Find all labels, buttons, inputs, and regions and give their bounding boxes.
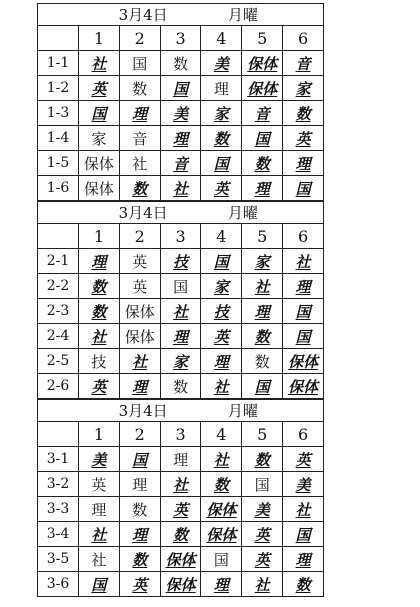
class-row [38, 274, 324, 299]
subject-cell-changed [201, 151, 242, 176]
subject-cell [119, 151, 160, 176]
subject-name: 英 [213, 179, 229, 198]
subject-name: 国 [91, 104, 107, 123]
subject-cell-changed [283, 522, 324, 547]
subject-cell-changed [201, 522, 242, 547]
subject-cell-changed [119, 522, 160, 547]
subject-cell-changed [283, 274, 324, 299]
subject-cell-changed [201, 126, 242, 151]
date-header [38, 4, 324, 26]
subject-cell [79, 151, 120, 176]
class-row [38, 349, 324, 374]
subject-cell-changed [201, 51, 242, 76]
class-label: 2-3 [38, 299, 79, 324]
timetable-grade-2 [37, 201, 324, 399]
subject-cell [79, 349, 120, 374]
subject-cell [119, 76, 160, 101]
subject-name: 社 [295, 500, 311, 519]
subject-name: 理 [132, 104, 148, 123]
subject-name: 技 [173, 252, 189, 271]
period-number: 5 [242, 26, 283, 51]
subject-cell [119, 472, 160, 497]
subject-cell-changed [283, 472, 324, 497]
class-label: 2-2 [38, 274, 79, 299]
subject-name: 国 [295, 179, 311, 198]
subject-name: 数 [91, 277, 107, 296]
subject-name: 保体 [206, 525, 237, 544]
subject-name: 数 [254, 154, 270, 173]
period-number: 3 [160, 26, 201, 51]
subject-name: 英 [132, 277, 148, 296]
weekday-label: 月曜 [227, 402, 258, 420]
subject-name: 社 [91, 525, 107, 544]
period-number: 6 [283, 422, 324, 447]
subject-cell-changed [283, 51, 324, 76]
subject-name: 保体 [83, 154, 114, 173]
subject-cell [160, 274, 201, 299]
subject-cell-changed [242, 176, 283, 201]
class-row [38, 126, 324, 151]
subject-cell-changed [79, 51, 120, 76]
subject-cell-changed [201, 249, 242, 274]
subject-name: 美 [295, 475, 311, 494]
subject-name: 英 [295, 129, 311, 148]
class-label: 1-6 [38, 176, 79, 201]
subject-name: 国 [254, 377, 270, 396]
subject-cell [242, 472, 283, 497]
subject-name: 国 [254, 129, 270, 148]
subject-cell-changed [79, 447, 120, 472]
subject-cell-changed [242, 497, 283, 522]
subject-name: 社 [91, 54, 107, 73]
subject-name: 数 [254, 450, 270, 469]
subject-cell-changed [283, 324, 324, 349]
class-row [38, 547, 324, 572]
subject-cell-changed [160, 324, 201, 349]
subject-cell-changed [201, 299, 242, 324]
subject-name: 数 [173, 377, 189, 396]
subject-cell-changed [242, 522, 283, 547]
subject-name: 数 [132, 550, 148, 569]
class-row [38, 101, 324, 126]
subject-name: 美 [213, 54, 229, 73]
period-header-row [38, 422, 324, 447]
class-label: 1-5 [38, 151, 79, 176]
subject-name: 数 [295, 575, 311, 594]
subject-cell-changed [201, 324, 242, 349]
period-number: 5 [242, 224, 283, 249]
subject-name: 数 [132, 179, 148, 198]
subject-cell-changed [242, 572, 283, 597]
subject-cell-changed [119, 101, 160, 126]
subject-name: 社 [91, 550, 107, 569]
subject-cell-changed [283, 151, 324, 176]
subject-cell-changed [242, 324, 283, 349]
date-header-row [38, 4, 324, 26]
subject-name: 理 [91, 252, 107, 271]
subject-name: 理 [295, 277, 311, 296]
class-row [38, 249, 324, 274]
subject-name: 英 [132, 575, 148, 594]
subject-name: 英 [132, 252, 148, 271]
period-number: 2 [119, 224, 160, 249]
class-label: 1-4 [38, 126, 79, 151]
subject-cell-changed [79, 374, 120, 399]
subject-cell-changed [242, 126, 283, 151]
subject-name: 理 [254, 302, 270, 321]
class-row [38, 324, 324, 349]
subject-name: 社 [254, 277, 270, 296]
subject-cell [79, 472, 120, 497]
subject-name: 理 [132, 525, 148, 544]
class-row [38, 572, 324, 597]
class-row [38, 151, 324, 176]
class-label: 2-5 [38, 349, 79, 374]
subject-name: 保体 [206, 500, 237, 519]
date-label: 3月4日 [118, 6, 168, 24]
subject-cell-changed [283, 547, 324, 572]
subject-name: 数 [173, 54, 189, 73]
subject-name: 国 [213, 252, 229, 271]
subject-cell-changed [79, 274, 120, 299]
subject-name: 音 [295, 54, 311, 73]
subject-cell [79, 176, 120, 201]
period-number: 1 [79, 422, 120, 447]
subject-cell-changed [160, 101, 201, 126]
subject-cell [119, 324, 160, 349]
period-number: 6 [283, 26, 324, 51]
subject-name: 数 [173, 525, 189, 544]
subject-name: 理 [213, 575, 229, 594]
subject-cell-changed [242, 101, 283, 126]
subject-cell-changed [79, 76, 120, 101]
subject-name: 理 [132, 475, 148, 494]
subject-name: 英 [254, 550, 270, 569]
period-number: 3 [160, 422, 201, 447]
class-label: 2-1 [38, 249, 79, 274]
subject-name: 保体 [165, 550, 196, 569]
subject-cell [160, 51, 201, 76]
subject-name: 美 [91, 450, 107, 469]
subject-name: 国 [132, 54, 148, 73]
subject-name: 理 [213, 79, 229, 98]
subject-name: 数 [91, 302, 107, 321]
subject-cell-changed [242, 547, 283, 572]
subject-cell-changed [79, 101, 120, 126]
date-header [38, 400, 324, 422]
subject-cell-changed [242, 274, 283, 299]
subject-name: 国 [132, 450, 148, 469]
period-number: 1 [79, 224, 120, 249]
timetable-grade-1 [37, 3, 324, 201]
period-header-row [38, 224, 324, 249]
subject-cell [79, 497, 120, 522]
subject-cell-changed [242, 151, 283, 176]
subject-cell [79, 547, 120, 572]
timetable-grade-3 [37, 399, 324, 597]
subject-name: 家 [213, 104, 229, 123]
subject-cell-changed [160, 472, 201, 497]
subject-name: 国 [91, 575, 107, 594]
corner-cell [38, 26, 79, 51]
subject-cell-changed [79, 572, 120, 597]
class-row [38, 472, 324, 497]
subject-name: 技 [213, 302, 229, 321]
subject-cell-changed [119, 572, 160, 597]
subject-cell-changed [242, 51, 283, 76]
subject-name: 社 [173, 179, 189, 198]
date-header [38, 202, 324, 224]
subject-name: 英 [173, 500, 189, 519]
subject-cell-changed [283, 497, 324, 522]
subject-name: 美 [254, 500, 270, 519]
subject-name: 保体 [288, 377, 319, 396]
subject-cell-changed [201, 572, 242, 597]
subject-name: 理 [132, 377, 148, 396]
subject-cell [160, 447, 201, 472]
subject-name: 英 [213, 327, 229, 346]
subject-name: 社 [173, 302, 189, 321]
subject-name: 音 [173, 154, 189, 173]
subject-cell-changed [283, 572, 324, 597]
weekday-label: 月曜 [227, 6, 258, 24]
subject-name: 音 [132, 129, 148, 148]
class-label: 2-6 [38, 374, 79, 399]
subject-name: 国 [254, 475, 270, 494]
class-label: 3-1 [38, 447, 79, 472]
class-row [38, 176, 324, 201]
subject-name: 国 [173, 79, 189, 98]
subject-cell-changed [79, 522, 120, 547]
subject-cell-changed [242, 447, 283, 472]
subject-cell-changed [119, 349, 160, 374]
subject-cell-changed [201, 472, 242, 497]
period-number: 3 [160, 224, 201, 249]
subject-name: 数 [132, 79, 148, 98]
class-label: 3-3 [38, 497, 79, 522]
subject-cell-changed [201, 447, 242, 472]
subject-name: 英 [91, 79, 107, 98]
subject-name: 保体 [288, 352, 319, 371]
class-label: 1-3 [38, 101, 79, 126]
subject-name: 理 [173, 450, 189, 469]
class-label: 1-2 [38, 76, 79, 101]
subject-name: 保体 [247, 54, 278, 73]
subject-cell-changed [201, 349, 242, 374]
subject-cell-changed [283, 176, 324, 201]
subject-cell [119, 299, 160, 324]
class-label: 3-5 [38, 547, 79, 572]
subject-name: 国 [295, 327, 311, 346]
subject-cell-changed [283, 249, 324, 274]
subject-name: 音 [254, 104, 270, 123]
subject-name: 家 [91, 129, 107, 148]
subject-name: 保体 [124, 327, 155, 346]
subject-cell [119, 51, 160, 76]
subject-cell [242, 349, 283, 374]
class-row [38, 76, 324, 101]
period-number: 4 [201, 224, 242, 249]
class-label: 1-1 [38, 51, 79, 76]
subject-cell-changed [160, 76, 201, 101]
subject-cell-changed [79, 324, 120, 349]
subject-cell-changed [160, 151, 201, 176]
subject-cell-changed [160, 349, 201, 374]
subject-cell-changed [160, 249, 201, 274]
class-row [38, 51, 324, 76]
period-header-row [38, 26, 324, 51]
subject-cell-changed [119, 374, 160, 399]
subject-name: 社 [91, 327, 107, 346]
subject-cell-changed [283, 374, 324, 399]
subject-cell-changed [201, 176, 242, 201]
subject-name: 理 [254, 179, 270, 198]
subject-cell-changed [283, 447, 324, 472]
subject-name: 家 [295, 79, 311, 98]
subject-name: 理 [295, 550, 311, 569]
subject-name: 数 [254, 327, 270, 346]
subject-cell-changed [160, 522, 201, 547]
subject-cell [119, 497, 160, 522]
subject-name: 技 [91, 352, 107, 371]
subject-cell [79, 126, 120, 151]
class-label: 2-4 [38, 324, 79, 349]
subject-name: 理 [91, 500, 107, 519]
subject-cell-changed [283, 101, 324, 126]
subject-name: 社 [132, 154, 148, 173]
subject-name: 社 [173, 475, 189, 494]
class-row [38, 522, 324, 547]
subject-name: 理 [173, 327, 189, 346]
period-number: 2 [119, 422, 160, 447]
period-number: 2 [119, 26, 160, 51]
subject-name: 英 [91, 377, 107, 396]
date-header-row [38, 400, 324, 422]
subject-cell [201, 547, 242, 572]
subject-cell-changed [79, 299, 120, 324]
subject-name: 理 [295, 154, 311, 173]
subject-cell-changed [201, 374, 242, 399]
period-number: 1 [79, 26, 120, 51]
subject-name: 家 [213, 277, 229, 296]
corner-cell [38, 224, 79, 249]
subject-cell-changed [242, 299, 283, 324]
subject-name: 国 [295, 525, 311, 544]
subject-name: 理 [213, 352, 229, 371]
subject-name: 数 [213, 129, 229, 148]
subject-name: 社 [254, 575, 270, 594]
corner-cell [38, 422, 79, 447]
class-label: 3-4 [38, 522, 79, 547]
period-number: 4 [201, 26, 242, 51]
class-row [38, 497, 324, 522]
subject-cell-changed [160, 299, 201, 324]
subject-cell-changed [201, 274, 242, 299]
subject-name: 国 [173, 277, 189, 296]
subject-name: 家 [254, 252, 270, 271]
subject-name: 国 [213, 550, 229, 569]
subject-cell-changed [283, 349, 324, 374]
subject-name: 国 [295, 302, 311, 321]
subject-name: 保体 [165, 575, 196, 594]
subject-cell-changed [160, 126, 201, 151]
subject-cell-changed [283, 126, 324, 151]
subject-name: 社 [213, 450, 229, 469]
class-row [38, 447, 324, 472]
subject-name: 理 [173, 129, 189, 148]
subject-cell-changed [242, 76, 283, 101]
subject-name: 保体 [247, 79, 278, 98]
subject-cell-changed [119, 447, 160, 472]
subject-name: 家 [173, 352, 189, 371]
date-header-row [38, 202, 324, 224]
subject-name: 数 [132, 500, 148, 519]
class-row [38, 374, 324, 399]
subject-cell-changed [201, 497, 242, 522]
subject-cell-changed [283, 76, 324, 101]
period-number: 4 [201, 422, 242, 447]
class-label: 3-2 [38, 472, 79, 497]
subject-cell-changed [160, 572, 201, 597]
subject-cell [119, 126, 160, 151]
subject-name: 国 [213, 154, 229, 173]
subject-cell-changed [242, 249, 283, 274]
weekday-label: 月曜 [227, 204, 258, 222]
subject-name: 保体 [83, 179, 114, 198]
date-label: 3月4日 [118, 402, 168, 420]
subject-name: 数 [254, 352, 270, 371]
subject-name: 社 [213, 377, 229, 396]
subject-cell-changed [160, 497, 201, 522]
subject-cell [201, 76, 242, 101]
subject-cell-changed [160, 547, 201, 572]
subject-name: 英 [91, 475, 107, 494]
subject-cell-changed [242, 374, 283, 399]
subject-cell-changed [79, 249, 120, 274]
date-label: 3月4日 [118, 204, 168, 222]
subject-name: 社 [295, 252, 311, 271]
subject-name: 数 [213, 475, 229, 494]
subject-cell [160, 374, 201, 399]
subject-cell-changed [119, 176, 160, 201]
period-number: 6 [283, 224, 324, 249]
period-number: 5 [242, 422, 283, 447]
subject-cell [119, 249, 160, 274]
subject-cell-changed [160, 176, 201, 201]
class-label: 3-6 [38, 572, 79, 597]
subject-name: 数 [295, 104, 311, 123]
subject-name: 英 [295, 450, 311, 469]
subject-cell-changed [201, 101, 242, 126]
subject-name: 社 [132, 352, 148, 371]
subject-name: 美 [173, 104, 189, 123]
subject-name: 英 [254, 525, 270, 544]
class-row [38, 299, 324, 324]
subject-cell-changed [283, 299, 324, 324]
subject-name: 保体 [124, 302, 155, 321]
subject-cell [119, 274, 160, 299]
subject-cell-changed [119, 547, 160, 572]
timetable-document [37, 3, 324, 597]
